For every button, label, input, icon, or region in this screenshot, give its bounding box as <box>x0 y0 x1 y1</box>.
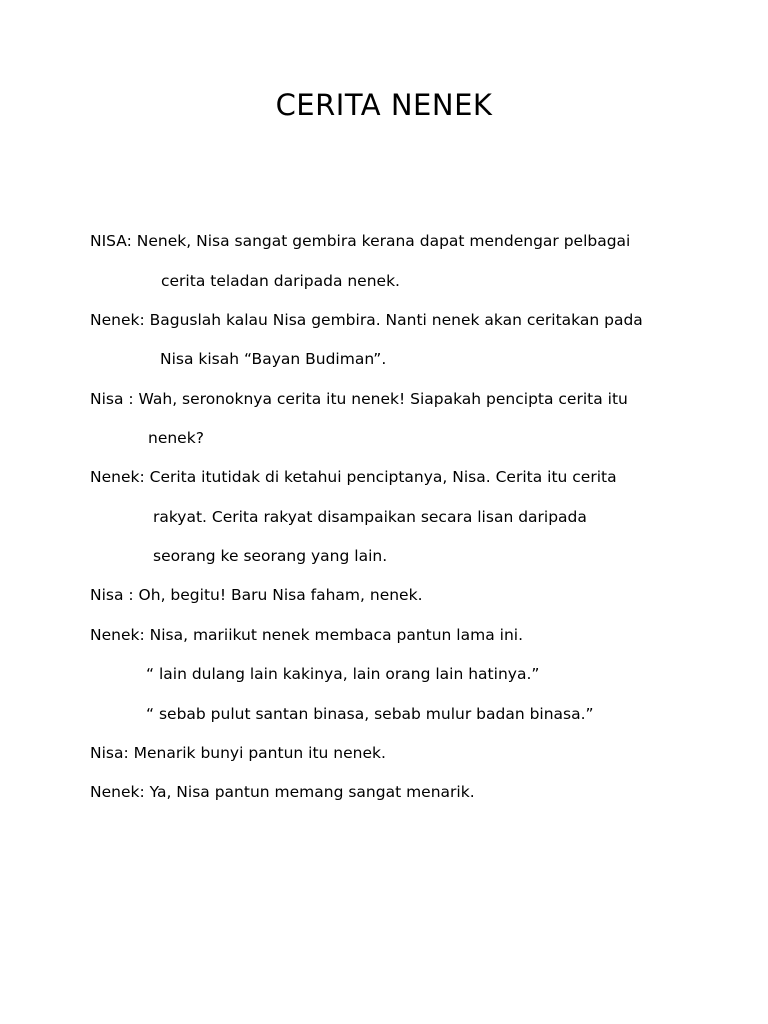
dialogue-line-7: Nenek: Cerita itutidak di ketahui penciptanya, Nisa. Cerita itu cerita <box>90 468 617 486</box>
dialogue-line-9: seorang ke seorang yang lain. <box>153 547 388 565</box>
pantun-line-1: “ lain dulang lain kakinya, lain orang lain hatinya.” <box>146 665 540 683</box>
document-title: CERITA NENEK <box>275 88 493 122</box>
dialogue-line-4: Nisa kisah “Bayan Budiman”. <box>160 350 387 368</box>
dialogue-line-5: Nisa : Wah, seronoknya cerita itu nenek! Siapakah pencipta cerita itu <box>90 390 628 408</box>
dialogue-line-13: Nenek: Ya, Nisa pantun memang sangat menarik. <box>90 783 475 801</box>
dialogue-line-10: Nisa : Oh, begitu! Baru Nisa faham, nenek. <box>90 586 423 604</box>
dialogue-line-3: Nenek: Baguslah kalau Nisa gembira. Nanti nenek akan ceritakan pada <box>90 311 643 329</box>
dialogue-line-11: Nenek: Nisa, mariikut nenek membaca pantun lama ini. <box>90 626 524 644</box>
dialogue-line-12: Nisa: Menarik bunyi pantun itu nenek. <box>90 744 386 762</box>
dialogue-line-2: cerita teladan daripada nenek. <box>161 272 400 290</box>
dialogue-line-1: NISA: Nenek, Nisa sangat gembira kerana dapat mendengar pelbagai <box>90 232 631 250</box>
dialogue-line-6: nenek? <box>148 429 204 447</box>
dialogue-line-8: rakyat. Cerita rakyat disampaikan secara lisan daripada <box>153 508 587 526</box>
pantun-line-2: “ sebab pulut santan binasa, sebab mulur badan binasa.” <box>146 705 594 723</box>
